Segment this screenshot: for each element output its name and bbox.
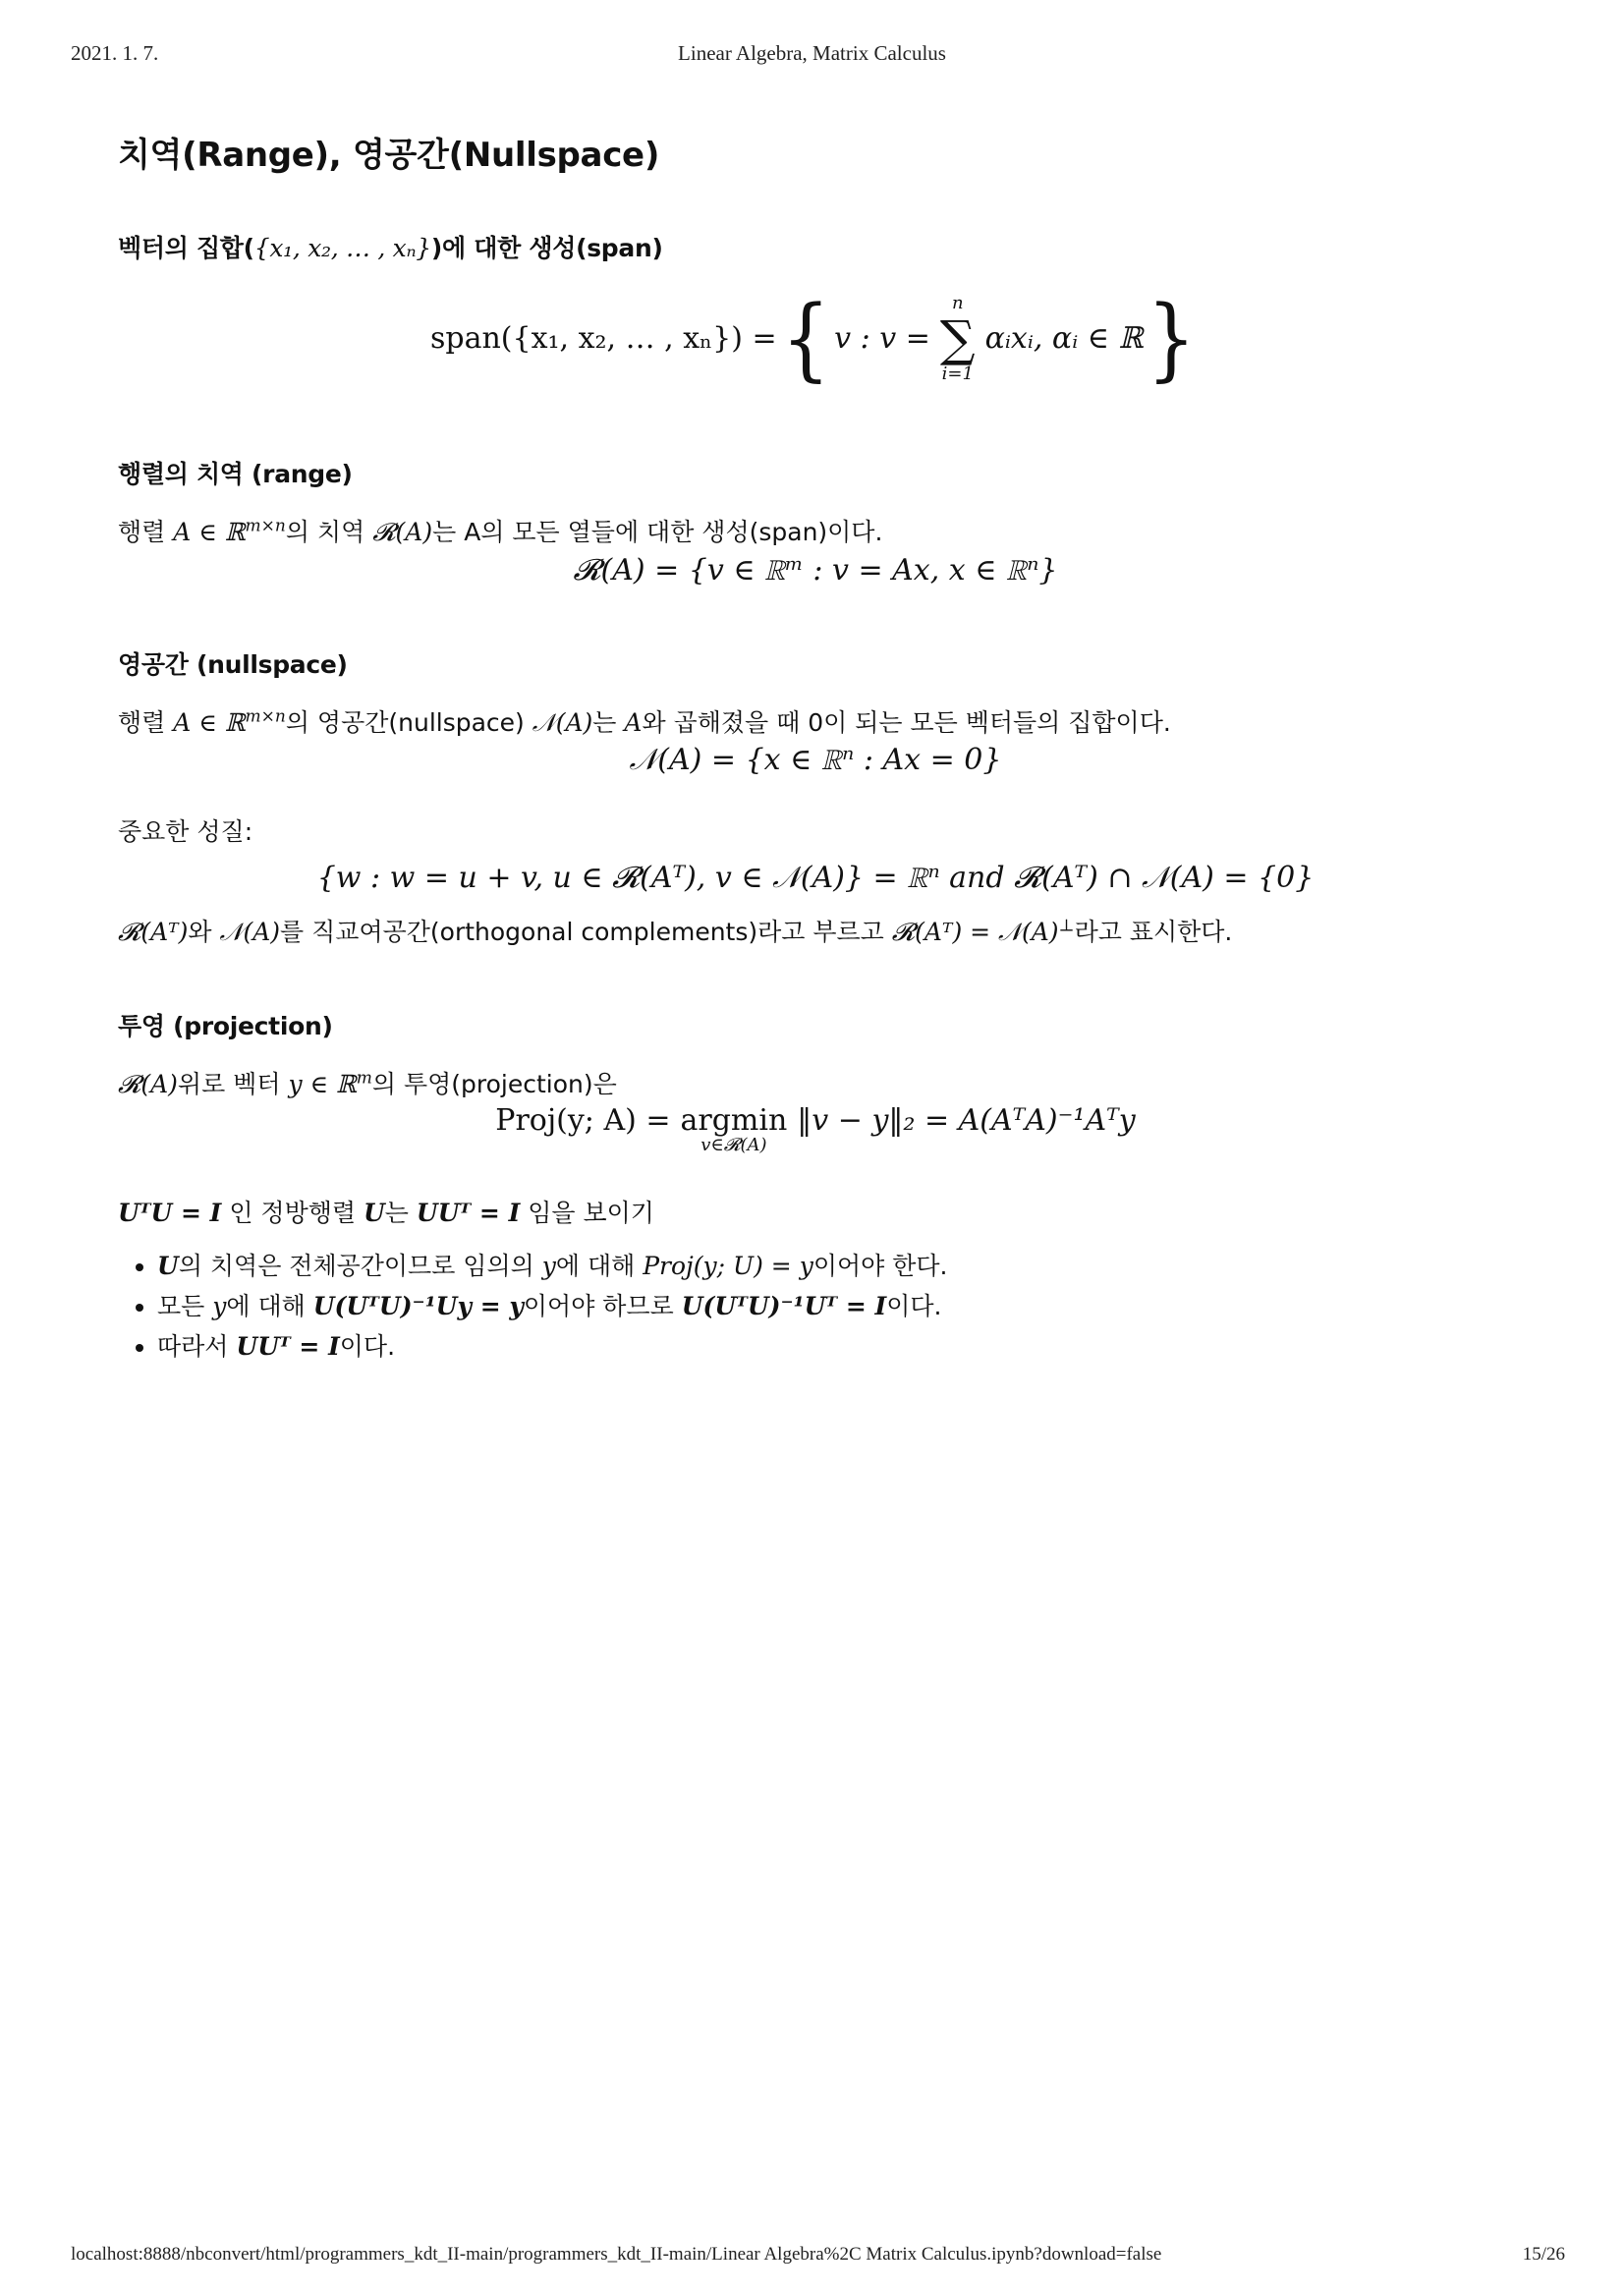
range-text-2: 의 치역	[285, 518, 365, 546]
argmin-subscript: v∈𝓡(A)	[700, 1134, 767, 1155]
argmin-block	[681, 1103, 788, 1156]
orth-text-3: 임을 보이기	[528, 1199, 654, 1228]
nullspace-text	[118, 704, 1513, 742]
null-text-4: 와 곱해졌을 때 0이 되는 모든 벡터들의 집합이다.	[642, 707, 1171, 737]
null-math-2: 𝒩(A)	[532, 707, 593, 737]
null-text-2: 의 영공간(nullspace)	[285, 707, 525, 737]
prop-math-2: 𝒩(A)	[219, 917, 281, 946]
orth-math-2: U	[363, 1199, 385, 1228]
prop-math-3: 𝓡(Aᵀ) = 𝒩(A)⊥	[891, 916, 1075, 946]
null-text-3: 는	[592, 707, 617, 737]
left-brace: {	[781, 286, 830, 391]
proj-text-1: 위로 벡터	[177, 1070, 281, 1098]
prop-math-1: 𝓡(Aᵀ)	[118, 917, 189, 946]
summation	[940, 293, 976, 384]
range-heading: 행렬의 치역 (range)	[118, 460, 353, 488]
projection-heading: 투영 (projection)	[118, 1012, 333, 1040]
range-equation: 𝓡(A) = {v ∈ ℝᵐ : v = Ax, x ∈ ℝⁿ}	[573, 552, 1058, 588]
range-math-2: 𝓡(A)	[372, 518, 433, 546]
list-item: • U의 치역은 전체공간이므로 임의의 y에 대해 Proj(y; U) = y이어야 한다.	[157, 1246, 1513, 1286]
page-title: 치역(Range), 영공간(Nullspace)	[118, 136, 660, 175]
orth-text-2: 는	[384, 1199, 409, 1228]
header-date: 2021. 1. 7.	[71, 41, 159, 65]
null-math-3: A	[624, 707, 643, 737]
span-heading-math: {x₁, x₂, … , xₙ}	[253, 234, 431, 262]
span-heading-prefix: 벡터의 집합(	[118, 234, 254, 262]
sum-lower: i=1	[941, 364, 974, 384]
orth-text-1: 인 정방행렬	[229, 1199, 357, 1228]
proj-math-2: y ∈ ℝ$^m$	[288, 1068, 372, 1098]
span-eq-lhs: span({x₁, x₂, … , xₙ}) =	[430, 321, 777, 356]
nullspace-heading: 영공간 (nullspace)	[118, 649, 348, 679]
projection-text	[118, 1066, 1513, 1103]
orthogonal-statement	[118, 1195, 1513, 1232]
proof-list	[118, 1246, 1513, 1368]
property-line	[118, 914, 1513, 951]
span-heading	[118, 229, 1513, 264]
property-label: 중요한 성질:	[118, 817, 253, 846]
span-eq-inner: v : v =	[834, 321, 930, 356]
proj-math-1: 𝓡(A)	[118, 1070, 178, 1098]
sigma-symbol: ∑	[939, 310, 976, 367]
footer-url: localhost:8888/nbconvert/html/programmers_kdt_II-main/programmers_kdt_II-main/Linear Algebra%2C Matrix Calculus.ipynb?download=false	[71, 2244, 1162, 2265]
span-equation	[118, 280, 1513, 398]
span-eq-rest: αᵢxᵢ, αᵢ ∈ ℝ	[984, 321, 1144, 356]
argmin-word: argmin	[680, 1102, 788, 1138]
proj-eq-rhs: ‖v − y‖₂ = A(AᵀA)⁻¹Aᵀy	[797, 1102, 1136, 1138]
proj-eq-lhs: Proj(y; A) =	[495, 1102, 671, 1138]
sum-upper: n	[951, 293, 964, 314]
list-item: • 따라서 UUᵀ = I이다.	[157, 1326, 1513, 1367]
range-text-3: 는 A의 모든 열들에 대한 생성(span)이다.	[432, 518, 883, 546]
prop-text-3: 라고 표시한다.	[1074, 917, 1233, 946]
footer-page-number: 15/26	[1522, 2244, 1565, 2265]
range-math-1: A ∈ ℝ$^{m\times n}$	[173, 516, 286, 546]
nullspace-equation: 𝒩(A) = {x ∈ ℝⁿ : Ax = 0}	[629, 743, 1002, 777]
property-equation: {w : w = u + v, u ∈ 𝓡(Aᵀ), v ∈ 𝒩(A)} = ℝⁿ and 𝓡(Aᵀ) ∩ 𝒩(A) = {0}	[316, 860, 1315, 895]
notebook-content	[118, 128, 1513, 1367]
prop-text-1: 와	[188, 917, 212, 946]
span-heading-suffix: )에 대한 생성(span)	[430, 234, 663, 262]
range-text-1: 행렬	[118, 518, 166, 546]
range-text	[118, 514, 1513, 551]
orth-math-3: UUᵀ = I	[416, 1199, 521, 1228]
right-brace: }	[1147, 286, 1197, 391]
list-item: • 모든 y에 대해 U(UᵀU)⁻¹Uy = y이어야 하므로 U(UᵀU)⁻¹Uᵀ = I이다.	[157, 1286, 1513, 1326]
header-title: Linear Algebra, Matrix Calculus	[678, 41, 946, 65]
orth-math-1: UᵀU = I	[118, 1199, 222, 1228]
proj-text-2: 의 투영(projection)은	[371, 1070, 617, 1098]
prop-text-2: 를 직교여공간(orthogonal complements)라고 부르고	[280, 917, 884, 946]
null-text-1: 행렬	[118, 707, 166, 737]
projection-equation	[118, 1103, 1513, 1156]
null-math-1: A ∈ ℝ$^{m\times n}$	[173, 706, 286, 737]
